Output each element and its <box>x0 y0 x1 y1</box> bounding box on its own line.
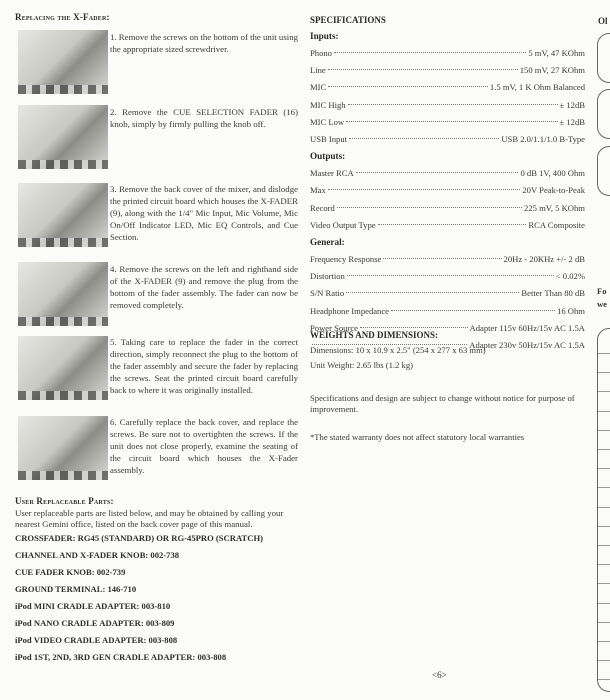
spec-label: Max <box>310 185 326 196</box>
dimensions-text: Dimensions: 10 x 10.9 x 2.5" (254 x 277 x 63 mm) <box>310 345 486 355</box>
ruled-line <box>598 372 610 373</box>
parts-heading: User Replaceable Parts: <box>15 496 114 506</box>
dot-leader <box>391 310 555 311</box>
part-item: iPod NANO CRADLE ADAPTER: 003-809 <box>15 618 175 628</box>
step-6-photo <box>18 416 108 480</box>
part-item: iPod VIDEO CRADLE ADAPTER: 003-808 <box>15 635 178 645</box>
dot-leader <box>328 69 518 70</box>
ruled-line <box>598 449 610 450</box>
dot-leader <box>337 207 522 208</box>
step-5-text: 5. Taking care to replace the fader in the correct direction, simply reconnect the plug to the bottom of the fader assembly and secure the fader by replacing the screws. Seat the printed circuit board carefully back to where it was originally installed. <box>110 337 298 395</box>
spec-label: Video Output Type <box>310 219 376 230</box>
weights-heading: WEIGHTS AND DIMENSIONS: <box>310 330 439 340</box>
part-item: GROUND TERMINAL: 146-710 <box>15 584 137 594</box>
ruled-line <box>598 353 610 354</box>
spec-row <box>310 134 585 146</box>
spec-value: ± 12dB <box>559 99 585 110</box>
dot-leader <box>360 327 468 328</box>
spec-label: Headphone Impedance <box>310 305 389 316</box>
spec-row <box>310 271 585 283</box>
step-3-text: 3. Remove the back cover of the mixer, and dislodge the printed circuit board which houses the X-FADER (9), along with the 1/4" Mic Input, Mic Volume, Mic On/Off Indicator LED, Mic EQ Controls, and Cue Section. <box>110 184 298 242</box>
weight-text: Unit Weight: 2.65 lbs (1.2 kg) <box>310 360 413 370</box>
spec-row <box>310 203 585 215</box>
spec-value: Adapter 115v 60Hz/15v AC 1.5A <box>469 322 585 333</box>
page-number: <6> <box>432 670 447 680</box>
spec-row <box>310 65 585 77</box>
spec-row <box>310 48 585 60</box>
spec-row <box>310 220 585 232</box>
warranty-text: *The stated warranty does not affect statutory local warranties <box>310 432 525 442</box>
spec-label: MIC High <box>310 99 346 110</box>
spec-label: USB Input <box>310 134 348 144</box>
specifications-heading: SPECIFICATIONS <box>310 15 386 25</box>
step-1-text: 1. Remove the screws on the bottom of the unit using the appropriate sized screwdriver. <box>110 32 298 54</box>
spec-label: Line <box>310 65 326 76</box>
spec-value: 225 mV, 5 KOhm <box>524 202 585 213</box>
ruled-line <box>598 622 610 623</box>
ruled-line <box>598 430 610 431</box>
ruled-line <box>598 526 610 527</box>
spec-row <box>310 168 585 180</box>
dot-leader <box>356 172 519 173</box>
spec-row <box>310 82 585 94</box>
spec-row <box>310 100 585 112</box>
spec-label: Power Source <box>310 322 358 333</box>
spec-group-label: General: <box>310 237 345 247</box>
dot-leader <box>328 86 488 87</box>
dot-leader <box>349 138 499 139</box>
spec-label: Distortion <box>310 271 345 282</box>
edge-text-fragment: we <box>597 299 607 309</box>
spec-value: Better Than 80 dB <box>521 288 585 299</box>
spec-label: Master RCA <box>310 168 354 179</box>
spec-value: USB 2.0/1.1/1.0 B-Type <box>501 134 585 144</box>
spec-value: 16 Ohm <box>557 305 585 316</box>
dot-leader <box>378 224 527 225</box>
ruled-line <box>598 468 610 469</box>
dot-leader <box>348 104 558 105</box>
ruled-line <box>598 487 610 488</box>
spec-row <box>310 117 585 129</box>
spec-label: MIC Low <box>310 116 345 127</box>
step-5-photo <box>18 336 108 400</box>
step-2-photo <box>18 105 108 169</box>
spec-row <box>310 185 585 197</box>
spec-value: 20Hz - 20KHz +/- 2 dB <box>503 254 585 264</box>
spec-value: RCA Composite <box>528 219 585 230</box>
edge-lined-box <box>597 328 610 692</box>
edge-box <box>597 33 610 83</box>
spec-label: MIC <box>310 82 327 93</box>
spec-row <box>310 254 585 266</box>
spec-value: Adapter 230v 50Hz/15v AC 1.5A <box>469 340 585 350</box>
section-heading-replacing-x-fader: Replacing the X-Fader: <box>15 12 110 22</box>
part-item: CROSSFADER: RG45 (STANDARD) OR RG-45PRO (SCRATCH) <box>15 533 264 543</box>
spec-value: 20V Peak-to-Peak <box>522 185 585 196</box>
spec-value: < 0.02% <box>555 271 585 282</box>
step-3-photo <box>18 183 108 247</box>
spec-label: Frequency Response <box>310 254 382 264</box>
step-6-text: 6. Carefully replace the back cover, and replace the screws. Be sure not to overtighten the screws. If the unit does not close properly, examine the seating of the circuit board which houses the X-Fader assembly. <box>110 417 298 475</box>
ruled-line <box>598 545 610 546</box>
part-item: CHANNEL AND X-FADER KNOB: 002-738 <box>15 550 180 560</box>
spec-value: 1.5 mV, 1 K Ohm Balanced <box>489 82 585 93</box>
notice-text: Specifications and design are subject to change without notice for purpose of improvement. <box>310 393 575 414</box>
spec-label: S/N Ratio <box>310 288 345 299</box>
step-4-photo <box>18 262 108 326</box>
spec-group-label: Inputs: <box>310 31 339 41</box>
part-item: CUE FADER KNOB: 002-739 <box>15 567 126 577</box>
edge-text-fragment: Fo <box>597 286 607 296</box>
ruled-line <box>598 507 610 508</box>
spec-row <box>310 288 585 300</box>
spec-value: 0 dB 1V, 400 Ohm <box>520 168 585 179</box>
ruled-line <box>598 583 610 584</box>
ruled-line <box>598 679 610 680</box>
ruled-line <box>598 641 610 642</box>
spec-group-label: Outputs: <box>310 151 346 162</box>
step-1-photo <box>18 30 108 94</box>
spec-value: 150 mV, 27 KOhm <box>519 65 585 76</box>
dot-leader <box>383 258 501 259</box>
step-2-text: 2. Remove the CUE SELECTION FADER (16) knob, simply by firmly pulling the knob off. <box>110 107 298 129</box>
dot-leader <box>328 189 521 190</box>
edge-box <box>597 146 610 196</box>
spec-value: 5 mV, 47 KOhm <box>528 48 585 58</box>
step-4-text: 4. Remove the screws on the left and righthand side of the X-FADER (9) and remove the plug from the bottom of the fader assembly. The fader can now be removed completely. <box>110 264 298 310</box>
ruled-line <box>598 660 610 661</box>
part-item: iPod 1ST, 2ND, 3RD GEN CRADLE ADAPTER: 003-808 <box>15 652 227 662</box>
ruled-line <box>598 411 610 412</box>
dot-leader <box>347 275 554 276</box>
dot-leader <box>346 121 557 122</box>
spec-value: ± 12dB <box>559 116 585 127</box>
ruled-line <box>598 603 610 604</box>
spec-row <box>310 306 585 318</box>
edge-box <box>597 89 610 139</box>
dot-leader <box>346 292 519 293</box>
spec-label: Record <box>310 202 335 213</box>
edge-heading-fragment: Ol <box>598 16 608 26</box>
ruled-line <box>598 564 610 565</box>
ruled-line <box>598 391 610 392</box>
part-item: iPod MINI CRADLE ADAPTER: 003-810 <box>15 601 171 611</box>
dot-leader <box>334 52 526 53</box>
parts-intro: User replaceable parts are listed below, and may be obtained by calling your nearest Gemini office, listed on the back cover page of this manual. <box>15 508 284 529</box>
spec-label: Phono <box>310 48 332 58</box>
